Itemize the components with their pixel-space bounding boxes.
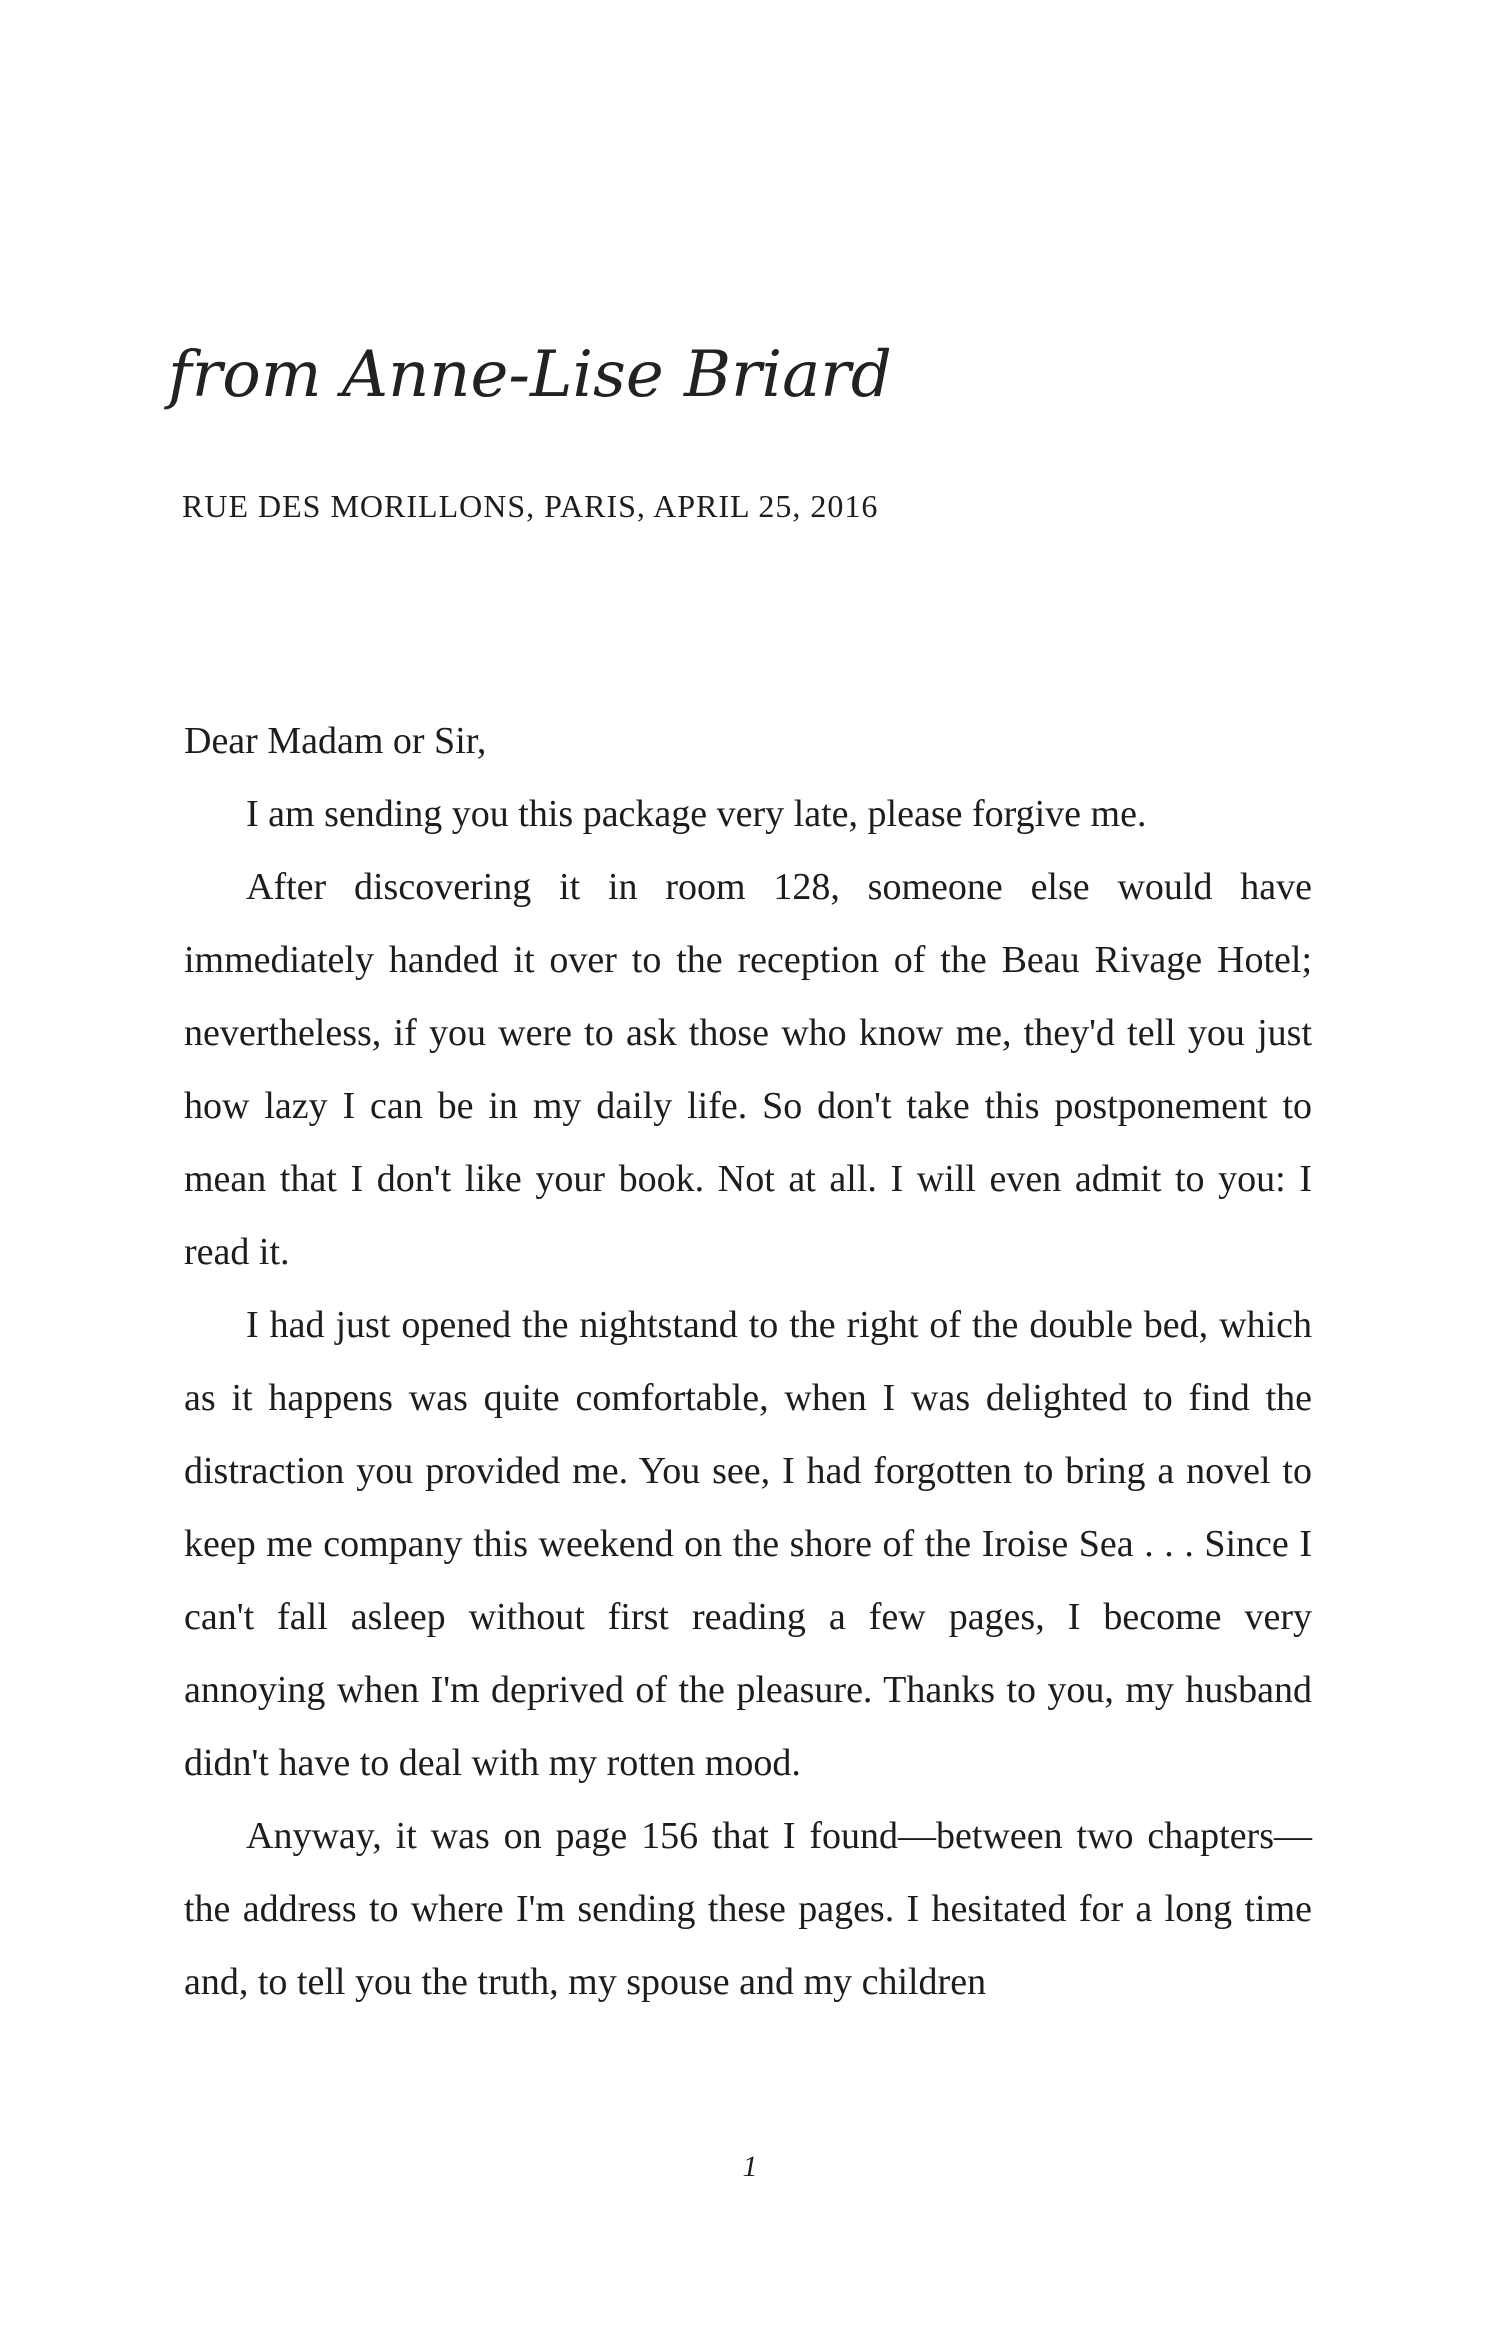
page-number: 1	[742, 2150, 758, 2183]
letter-paragraph: Anyway, it was on page 156 that I found—between two chapters—the address to where I'm sending these pages. I hesitated for a long time and, to tell you the truth, my spouse and my children	[184, 1815, 1312, 2003]
letter-paragraph: I had just opened the nightstand to the right of the double bed, which as it happens was quite comfortable, when I was delighted to find the distraction you provided me. You see, I had forgotten to bring a novel to keep me company this weekend on the shore of the Iroise Sea . . . Since I can't fall asleep without first reading a few pages, I become very annoying when I'm deprived of the pleasure. Thanks to you, my husband didn't have to deal with my rotten mood.	[184, 1304, 1312, 1784]
signature-script-icon	[168, 318, 892, 428]
letter-paragraph: After discovering it in room 128, someone else would have immediately handed it over to the reception of the Beau Rivage Hotel; nevertheless, if you were to ask those who know me, they'd tell you just how lazy I can be in my daily life. So don't take this postponement to mean that I don't like your book. Not at all. I will even admit to you: I read it.	[184, 866, 1312, 1273]
signature-text: from Anne-Lise Briard	[168, 338, 892, 412]
letter-paragraph: I am sending you this package very late, please forgive me.	[246, 793, 1147, 835]
letter-salutation: Dear Madam or Sir,	[184, 720, 487, 762]
letter-dateline: RUE DES MORILLONS, PARIS, APRIL 25, 2016	[182, 488, 879, 524]
handwritten-signature	[168, 318, 892, 428]
letter-body	[184, 705, 1312, 2019]
